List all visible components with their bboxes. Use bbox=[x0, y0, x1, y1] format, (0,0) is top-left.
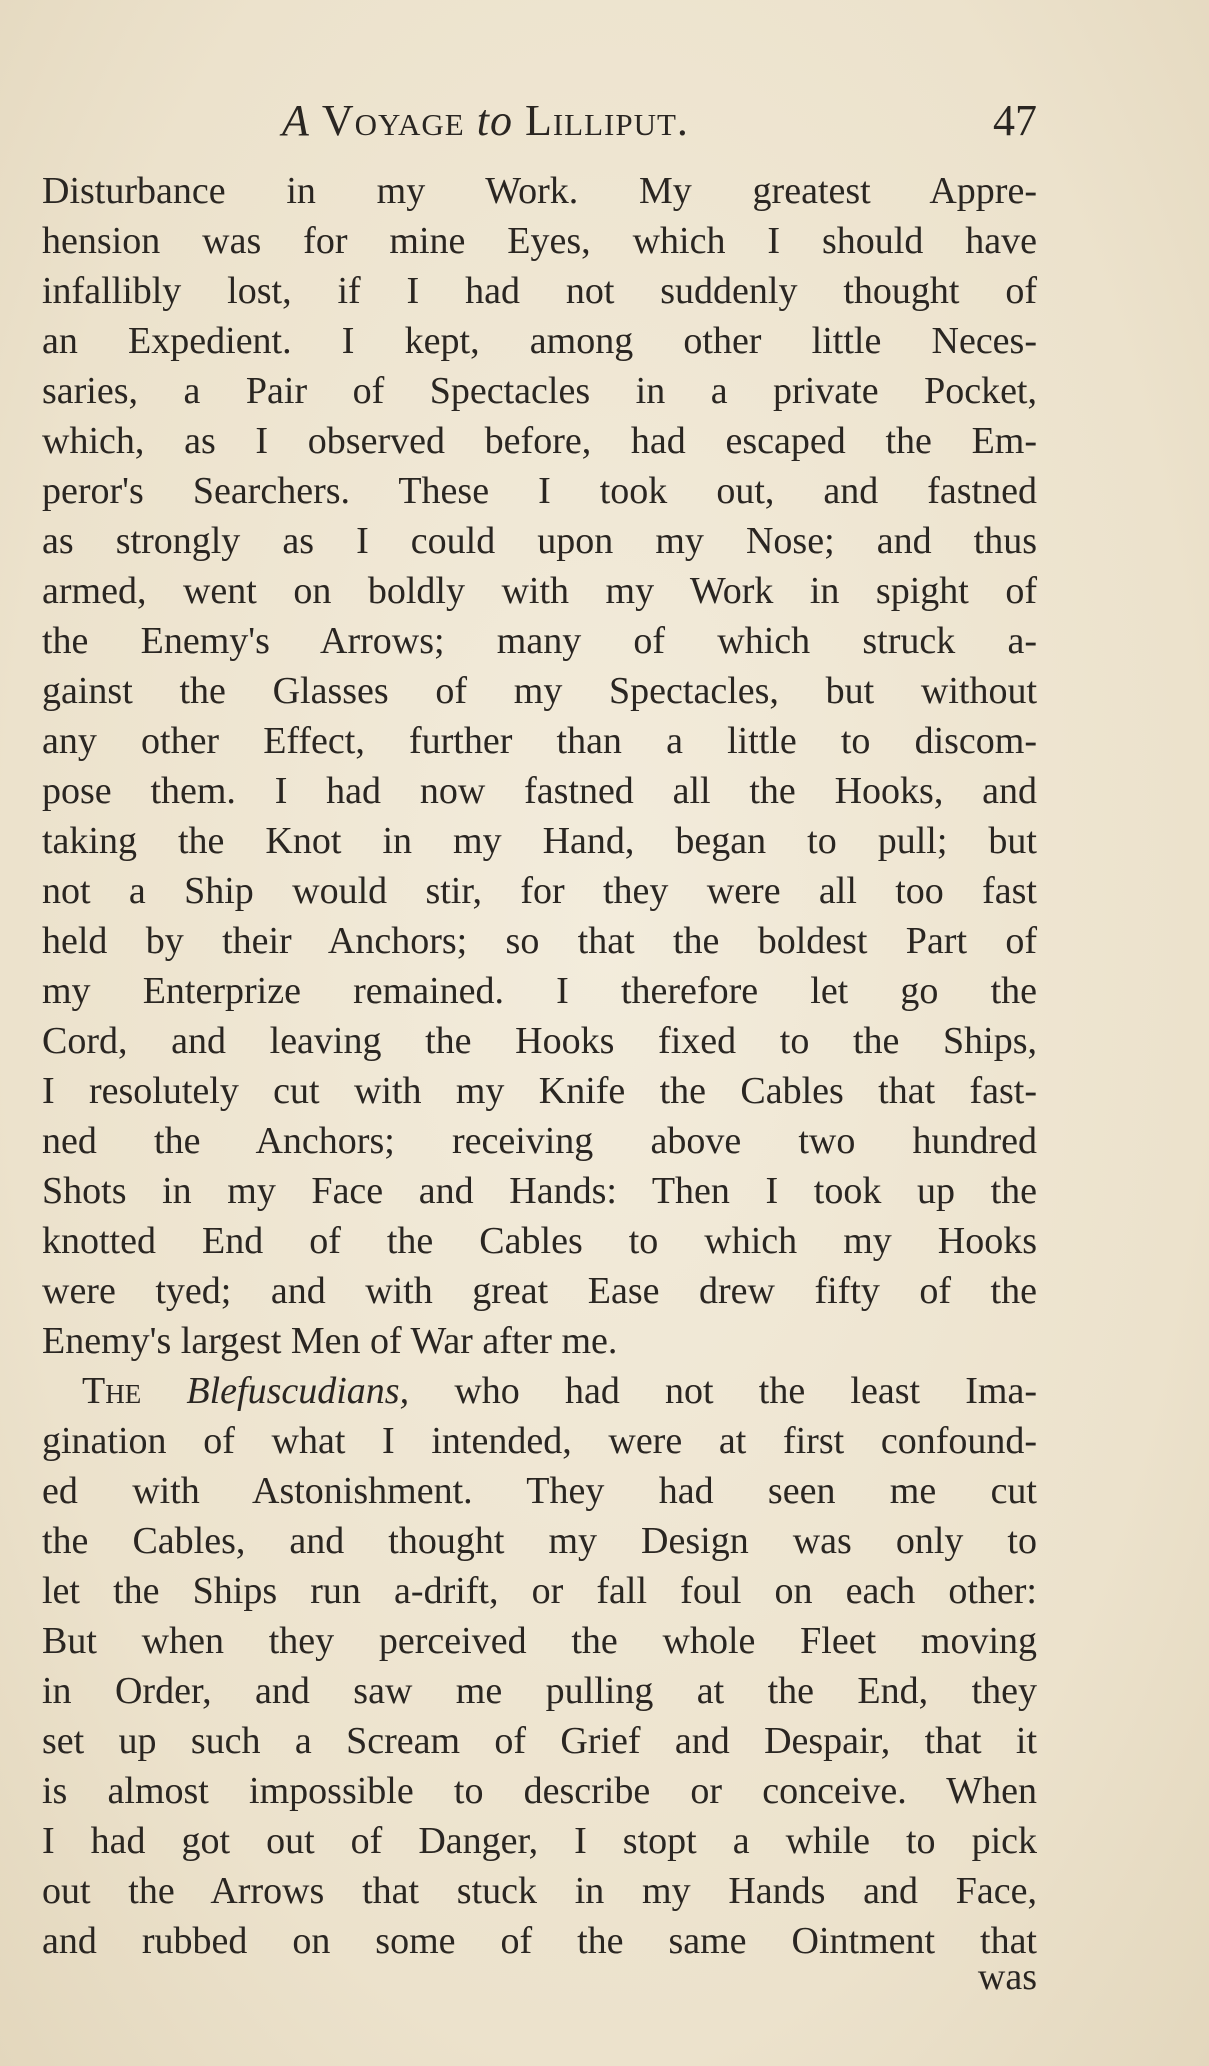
text-line: gination of what I intended, were at first confound- bbox=[42, 1420, 1037, 1462]
italic-word: Blefuscudians, bbox=[186, 1370, 410, 1412]
body-text bbox=[42, 166, 1037, 1966]
text-line: were tyed; and with great Ease drew fifty of the bbox=[42, 1270, 1037, 1312]
text-line: hension was for mine Eyes, which I should have bbox=[42, 220, 1037, 262]
text-line: set up such a Scream of Grief and Despair, that it bbox=[42, 1720, 1037, 1762]
text-line: ed with Astonishment. They had seen me cut bbox=[42, 1470, 1037, 1512]
text-line: as strongly as I could upon my Nose; and thus bbox=[42, 520, 1037, 562]
running-head-article: A bbox=[282, 96, 310, 145]
text-line: armed, went on boldly with my Work in spight of bbox=[42, 570, 1037, 612]
text-line: is almost impossible to describe or conceive. When bbox=[42, 1770, 1037, 1812]
text-line: knotted End of the Cables to which my Hooks bbox=[42, 1220, 1037, 1262]
text-line: gainst the Glasses of my Spectacles, but without bbox=[42, 670, 1037, 712]
catchword: was bbox=[977, 1956, 1037, 1998]
opening-word: The bbox=[82, 1370, 142, 1412]
text-line: infallibly lost, if I had not suddenly thought of bbox=[42, 270, 1037, 312]
page-header bbox=[42, 95, 1037, 155]
paragraph-2 bbox=[42, 1366, 1037, 1966]
page-number: 47 bbox=[993, 96, 1037, 145]
text-line: any other Effect, further than a little to discom- bbox=[42, 720, 1037, 762]
text-line: ned the Anchors; receiving above two hundred bbox=[42, 1120, 1037, 1162]
text-line: an Expedient. I kept, among other little Neces- bbox=[42, 320, 1037, 362]
text-line: pose them. I had now fastned all the Hooks, and bbox=[42, 770, 1037, 812]
text-line: taking the Knot in my Hand, began to pull; but bbox=[42, 820, 1037, 862]
text-line: the Cables, and thought my Design was only to bbox=[42, 1520, 1037, 1562]
text-line: Disturbance in my Work. My greatest Appre- bbox=[42, 170, 1037, 212]
first-line-rest: who had not the least Ima- bbox=[409, 1370, 1037, 1412]
text-line: out the Arrows that stuck in my Hands and Face, bbox=[42, 1870, 1037, 1912]
text-line: I had got out of Danger, I stopt a while to pick bbox=[42, 1820, 1037, 1862]
text-line: not a Ship would stir, for they were all too fast bbox=[42, 870, 1037, 912]
text-line: Shots in my Face and Hands: Then I took up the bbox=[42, 1170, 1037, 1212]
text-line: the Enemy's Arrows; many of which struck a- bbox=[42, 620, 1037, 662]
text-line: in Order, and saw me pulling at the End, they bbox=[42, 1670, 1037, 1712]
text-line: I resolutely cut with my Knife the Cables that fast- bbox=[42, 1070, 1037, 1112]
text-line: which, as I observed before, had escaped the Em- bbox=[42, 420, 1037, 462]
paragraph-2-first-line bbox=[42, 1366, 1037, 1416]
running-head-voyage: Voyage bbox=[321, 96, 465, 145]
running-head-to: to bbox=[476, 96, 513, 145]
text-line: my Enterprize remained. I therefore let go the bbox=[42, 970, 1037, 1012]
text-line: saries, a Pair of Spectacles in a private Pocket, bbox=[42, 370, 1037, 412]
running-head bbox=[282, 95, 689, 146]
text-line: But when they perceived the whole Fleet moving bbox=[42, 1620, 1037, 1662]
text-line: held by their Anchors; so that the boldest Part of bbox=[42, 920, 1037, 962]
paragraph-1 bbox=[42, 166, 1037, 1366]
text-line: Cord, and leaving the Hooks fixed to the Ships, bbox=[42, 1020, 1037, 1062]
text-line: and rubbed on some of the same Ointment that bbox=[42, 1920, 1037, 1962]
running-head-lilliput: Lilliput. bbox=[524, 96, 689, 145]
text-line: Enemy's largest Men of War after me. bbox=[42, 1320, 618, 1362]
text-line: let the Ships run a-drift, or fall foul on each other: bbox=[42, 1570, 1037, 1612]
text-line: peror's Searchers. These I took out, and fastned bbox=[42, 470, 1037, 512]
